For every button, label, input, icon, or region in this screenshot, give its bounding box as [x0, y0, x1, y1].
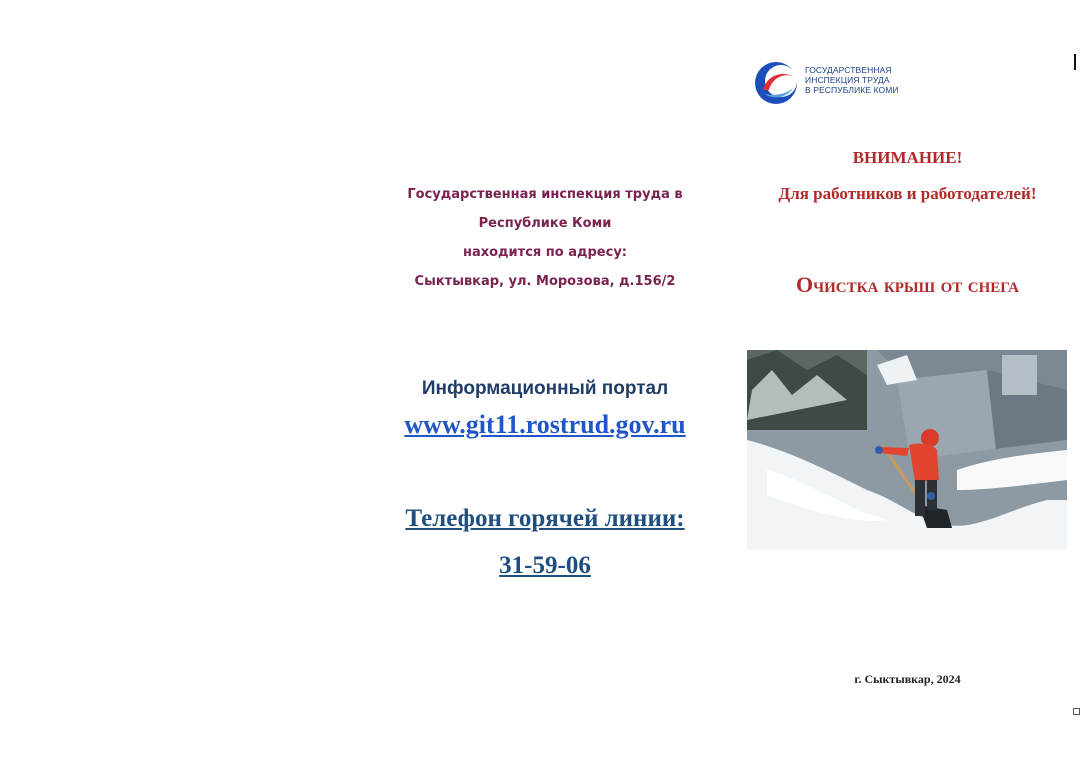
address-line-1: Государственная инспекция труда в [407, 187, 683, 202]
address-line-4: Сыктывкар, ул. Морозова, д.156/2 [414, 274, 676, 289]
footer-city-year: г. Сыктывкар, 2024 [854, 672, 961, 686]
crescent-logo-icon [753, 60, 799, 106]
logo-line-2: ИНСПЕКЦИЯ ТРУДА [805, 75, 890, 85]
hotline-number[interactable]: 31-59-06 [499, 552, 591, 579]
document-title: Очистка крыш от снега [796, 272, 1019, 297]
hotline-label: Телефон горячей линии: [405, 505, 685, 532]
address-block [380, 180, 710, 296]
portal-link[interactable]: www.git11.rostrud.gov.ru [404, 410, 686, 439]
logo-text [805, 65, 899, 95]
address-line-2: Республике Коми [478, 216, 612, 231]
address-line-3: находится по адресу: [462, 245, 627, 260]
inspection-logo [753, 60, 933, 106]
logo-line-1: ГОСУДАРСТВЕННАЯ [805, 65, 892, 75]
audience-heading: Для работников и работодателей! [778, 184, 1037, 203]
logo-line-3: В РЕСПУБЛИКЕ КОМИ [805, 85, 899, 95]
roof-snow-cleaning-photo [747, 350, 1067, 550]
resize-handle[interactable] [1073, 708, 1080, 715]
portal-label: Информационный портал [421, 378, 669, 399]
text-cursor [1074, 54, 1076, 70]
attention-heading: ВНИМАНИЕ! [852, 148, 963, 167]
